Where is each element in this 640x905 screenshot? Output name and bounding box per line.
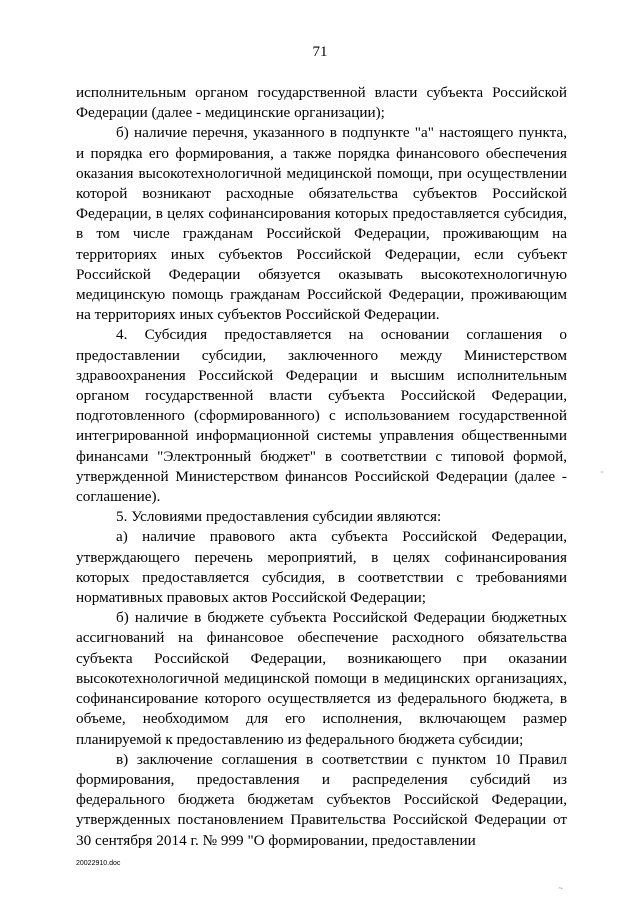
paragraph-continuation: исполнительным органом государственной власти субъекта Российской Федерации (далее - медицинские организации);	[76, 84, 567, 122]
paragraph-condition-v: в) заключение соглашения в соответствии с пунктом 10 Правил формирования, предоставления и распределения субсидий из федерального бюджета бюджетам субъектов Российской Федерации, утвержденных постановлением Правительства Российской Федерации от 30 сентября 2014 г. № 999 "О формировании, предоставлении	[76, 750, 567, 849]
paragraph-condition-a: а) наличие правового акта субъекта Российской Федерации, утверждающего перечень мероприятий, в целях софинансирования которых предоставляется субсидия, в соответствии с требованиями нормативных правовых актов Российской Федерации;	[76, 528, 567, 607]
paragraph-item-b: б) наличие перечня, указанного в подпункте "а" настоящего пункта, и порядка его формирования, а также порядка финансового обеспечения оказания высокотехнологичной медицинской помощи, при осуществлении которой возникают расходные обязательства субъектов Российской Федерации, в целях софинансирования которых предоставляется субсидия, в том числе гражданам Российской Федерации, проживающим на территориях иных субъектов Российской Федерации, если субъект Российской Федерации обязуется оказывать высокотехнологичную медицинскую помощь гражданам Российской Федерации, проживающим на территориях иных субъектов Российской Федерации.	[76, 124, 567, 324]
margin-mark: -	[600, 464, 604, 478]
corner-mark: ~	[558, 883, 564, 893]
page-number: 71	[312, 44, 328, 60]
document-body	[76, 83, 567, 851]
footer-file-code: 20022910.doc	[76, 860, 121, 867]
paragraph-point-4: 4. Субсидия предоставляется на основании соглашения о предоставлении субсидии, заключенного между Министерством здравоохранения Российской Федерации и высшим исполнительным органом государственной власти субъекта Российской Федерации, подготовленного (сформированного) с использованием государственной интегрированной информационной системы управления общественными финансами "Электронный бюджет" в соответствии с типовой формой, утвержденной Министерством финансов Российской Федерации (далее - соглашение).	[76, 326, 567, 506]
paragraph-condition-b: б) наличие в бюджете субъекта Российской Федерации бюджетных ассигнований на финансовое обеспечение расходного обязательства субъекта Российской Федерации, возникающего при оказании высокотехнологичной медицинской помощи в медицинских организациях, софинансирование которого осуществляется из федерального бюджета, в объеме, необходимом для его исполнения, включающем размер планируемой к предоставлению из федерального бюджета субсидии;	[76, 609, 567, 748]
paragraph-point-5: 5. Условиями предоставления субсидии являются:	[116, 508, 442, 526]
